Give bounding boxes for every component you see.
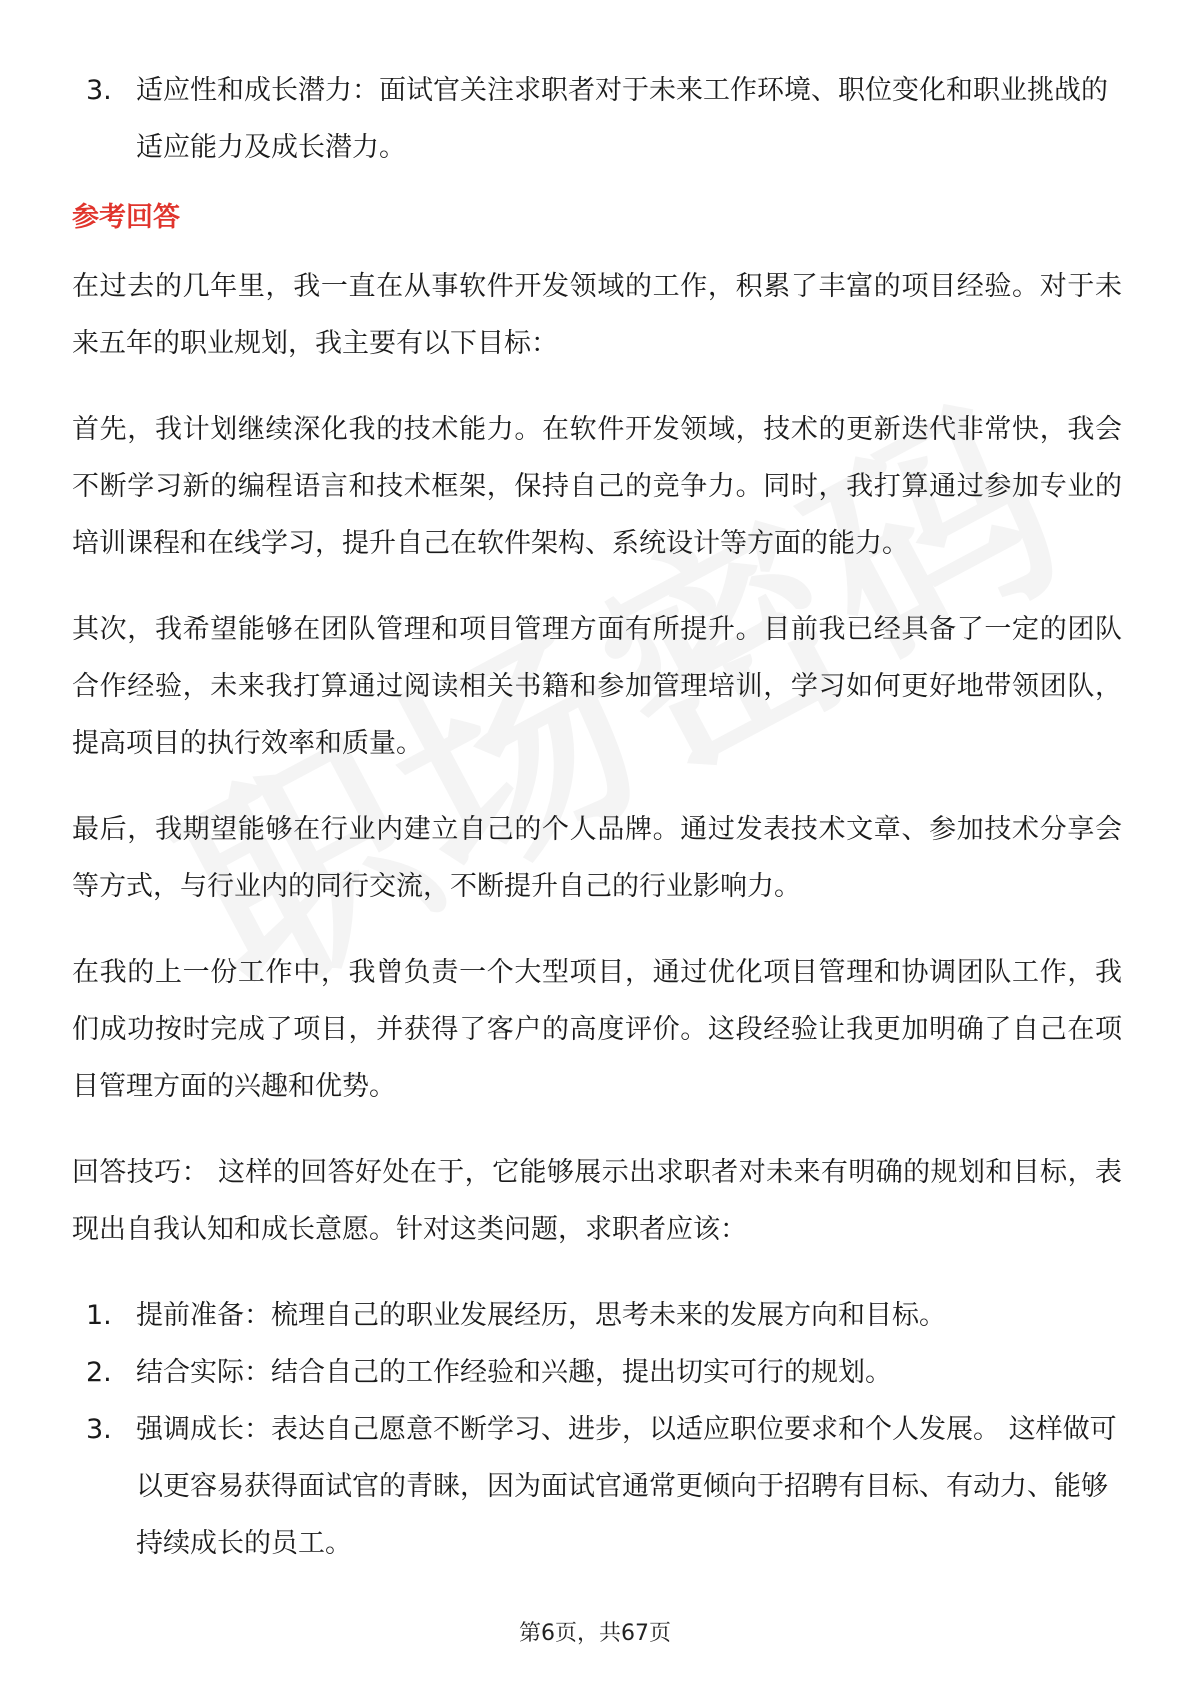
list-item bbox=[72, 62, 1122, 176]
paragraph: 在过去的几年里，我一直在从事软件开发领域的工作，积累了丰富的项目经验。对于未来五年的职业规划，我主要有以下目标： bbox=[72, 271, 1122, 359]
list-item-text: 适应性和成长潜力：面试官关注求职者对于未来工作环境、职位变化和职业挑战的适应能力及成长潜力。 bbox=[136, 75, 1108, 163]
paragraph: 其次，我希望能够在团队管理和项目管理方面有所提升。目前我已经具备了一定的团队合作经验，未来我打算通过阅读相关书籍和参加管理培训，学习如何更好地带领团队，提高项目的执行效率和质量。 bbox=[72, 614, 1122, 759]
list-item-number: 1. bbox=[86, 1300, 112, 1331]
list-item-text: 提前准备：梳理自己的职业发展经历，思考未来的发展方向和目标。 bbox=[136, 1300, 946, 1331]
list-item-number: 3. bbox=[86, 75, 112, 106]
list-item bbox=[72, 1287, 1122, 1344]
paragraph: 首先，我计划继续深化我的技术能力。在软件开发领域，技术的更新迭代非常快，我会不断学习新的编程语言和技术框架，保持自己的竞争力。同时，我打算通过参加专业的培训课程和在线学习，提升自己在软件架构、系统设计等方面的能力。 bbox=[72, 414, 1122, 559]
paragraph: 最后，我期望能够在行业内建立自己的个人品牌。通过发表技术文章、参加技术分享会等方式，与行业内的同行交流，不断提升自己的行业影响力。 bbox=[72, 814, 1122, 902]
document-body bbox=[72, 62, 1122, 1572]
section-title: 参考回答 bbox=[72, 202, 180, 233]
list-item-number: 2. bbox=[86, 1357, 112, 1388]
answer-tips-paragraph: 回答技巧： 这样的回答好处在于，它能够展示出求职者对未来有明确的规划和目标，表现出自我认知和成长意愿。针对这类问题，求职者应该： bbox=[72, 1157, 1122, 1245]
list-item-number: 3. bbox=[86, 1414, 112, 1445]
page-number-footer: 第6页，共67页 bbox=[519, 1621, 671, 1646]
list-item bbox=[72, 1401, 1122, 1572]
list-item-text: 结合实际：结合自己的工作经验和兴趣，提出切实可行的规划。 bbox=[136, 1357, 892, 1388]
list-item bbox=[72, 1344, 1122, 1401]
tips-list bbox=[72, 1287, 1122, 1572]
paragraph: 在我的上一份工作中，我曾负责一个大型项目，通过优化项目管理和协调团队工作，我们成功按时完成了项目，并获得了客户的高度评价。这段经验让我更加明确了自己在项目管理方面的兴趣和优势。 bbox=[72, 957, 1122, 1102]
list-item-text: 强调成长：表达自己愿意不断学习、进步，以适应职位要求和个人发展。 这样做可以更容易获得面试官的青睐，因为面试官通常更倾向于招聘有目标、有动力、能够持续成长的员工。 bbox=[136, 1414, 1117, 1559]
